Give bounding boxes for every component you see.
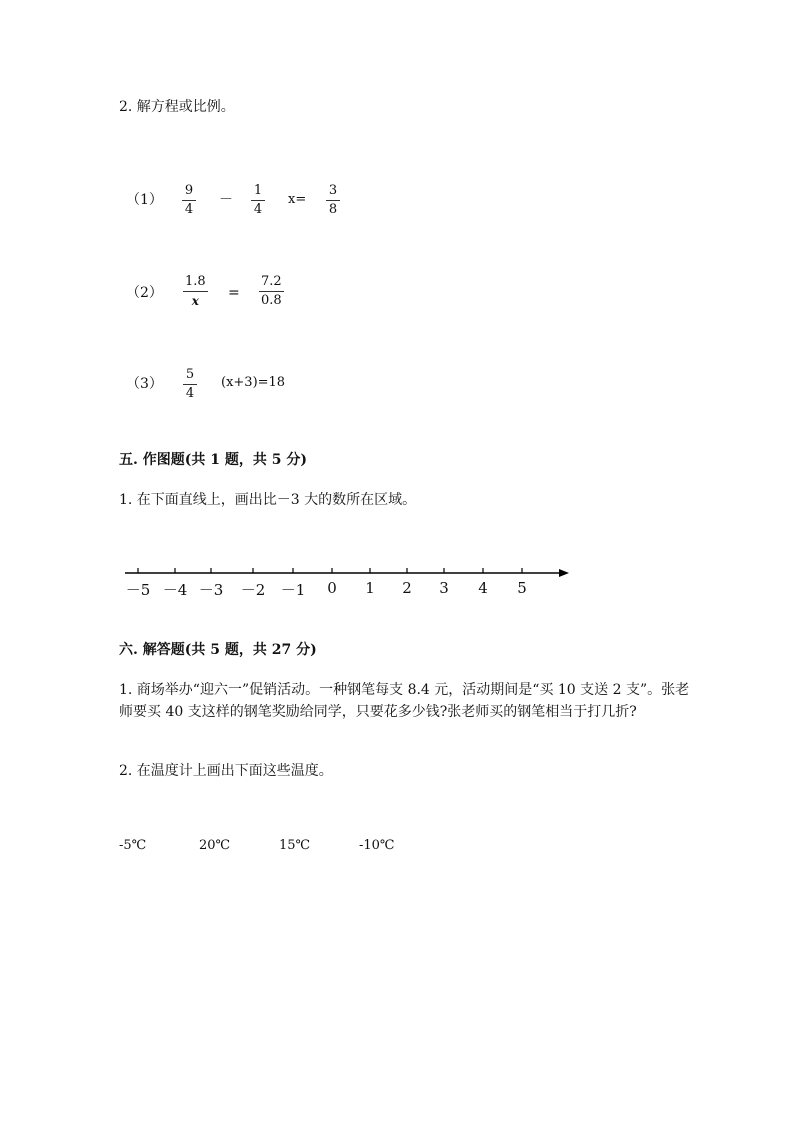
section-5-heading: 五. 作图题(共 1 题，共 5 分) [119, 452, 307, 468]
equation-3-fraction-a [183, 367, 197, 402]
fraction-bar [183, 384, 197, 385]
equals-sign: = [228, 285, 240, 301]
fraction-denominator: 4 [184, 202, 194, 217]
equation-1-fraction-a [182, 183, 196, 218]
number-line-label: －2 [240, 581, 266, 599]
fraction-denominator: 0.8 [261, 293, 282, 308]
equation-1-fraction-b [251, 183, 265, 218]
section-6-question-1: 1. 商场举办“迎六一”促销活动。一种钢笔每支 8.4 元，活动期间是“买 10 支送 2 支”。张老师要买 40 支这样的钢笔奖励给同学，只要花多少钱?张老师买的钢笔相当于打几折? [119, 682, 690, 720]
fraction-bar [182, 200, 196, 201]
fraction-numerator: 3 [328, 183, 338, 198]
number-line-label: 5 [517, 579, 527, 597]
number-line-label: －3 [198, 581, 224, 599]
section-6-question-2: 2. 在温度计上画出下面这些温度。 [119, 763, 333, 779]
temperature-3: 15℃ [279, 838, 311, 853]
equation-3-rest: (x+3)=18 [221, 375, 286, 390]
temperature-1: -5℃ [119, 838, 147, 853]
equation-1-fraction-c [326, 183, 340, 218]
x-equals: x= [288, 192, 307, 207]
fraction-numerator: 9 [184, 183, 194, 198]
number-line-label: 1 [365, 579, 375, 597]
equation-3-label: （3） [126, 376, 163, 392]
number-line-label: －5 [125, 581, 151, 599]
fraction-numerator: 5 [185, 367, 195, 382]
fraction-bar [326, 200, 340, 201]
question-2-title: 2. 解方程或比例。 [119, 99, 235, 115]
equation-2-label: （2） [126, 285, 163, 301]
fraction-denominator: x [191, 294, 199, 308]
number-line-label: 2 [402, 579, 412, 597]
number-line-label: －1 [280, 581, 306, 599]
section-5-question-1: 1. 在下面直线上，画出比－3 大的数所在区域。 [119, 492, 417, 508]
section-6-heading: 六. 解答题(共 5 题，共 27 分) [119, 642, 317, 658]
number-line-label: －4 [162, 581, 188, 599]
number-line-arrow [559, 569, 569, 577]
minus-sign: － [219, 192, 233, 208]
number-line-label: 0 [327, 579, 337, 597]
fraction-numerator: 7.2 [261, 274, 282, 289]
number-line-label: 3 [439, 579, 449, 597]
temperature-4: -10℃ [359, 838, 395, 853]
number-line-label: 4 [478, 579, 488, 597]
equation-1-label: （1） [126, 192, 163, 208]
fraction-bar [183, 291, 208, 292]
number-line[interactable] [120, 562, 575, 582]
fraction-bar [259, 291, 284, 292]
fraction-denominator: 4 [253, 202, 263, 217]
fraction-bar [251, 200, 265, 201]
fraction-denominator: 4 [185, 386, 195, 401]
fraction-denominator: 8 [328, 202, 338, 217]
equation-2-fraction-b [259, 274, 284, 309]
fraction-numerator: 1 [253, 183, 263, 198]
temperature-2: 20℃ [199, 838, 231, 853]
equation-2-fraction-a [183, 274, 208, 309]
fraction-numerator: 1.8 [185, 274, 206, 289]
